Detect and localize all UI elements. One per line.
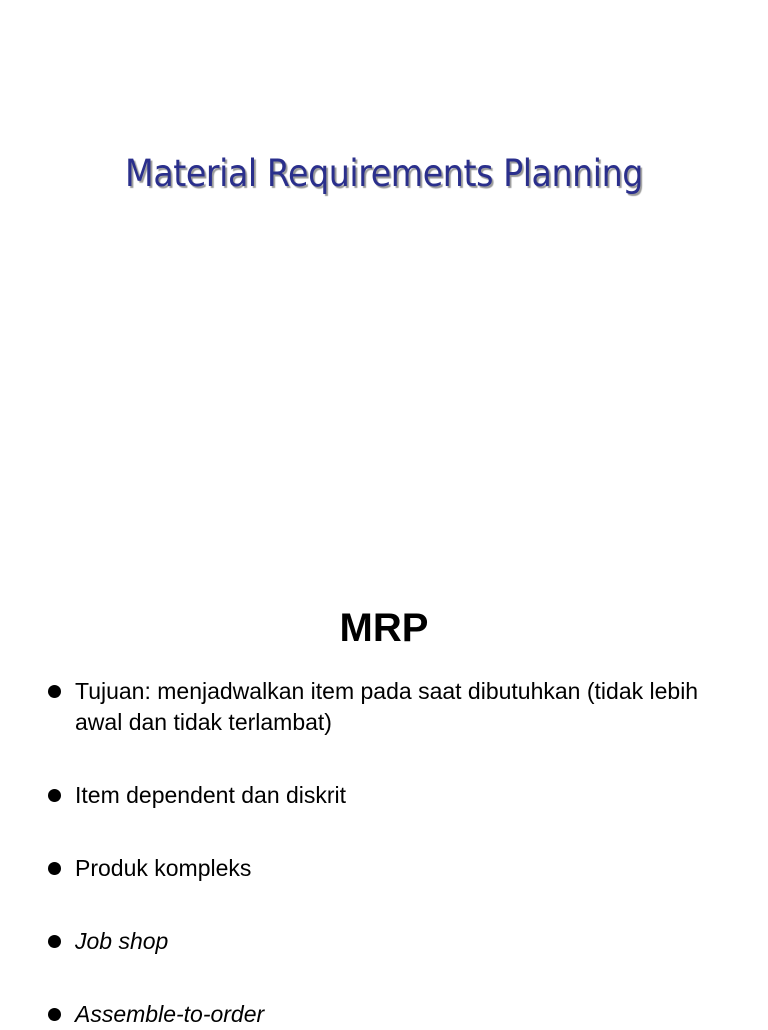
bullet-list bbox=[44, 676, 724, 1030]
bullet-item bbox=[44, 780, 724, 811]
bullet-item bbox=[44, 853, 724, 884]
bullet-text: Tujuan: menjadwalkan item pada saat dibutuhkan (tidak lebih awal dan tidak terlambat) bbox=[75, 678, 699, 735]
slide-heading: MRP bbox=[339, 606, 429, 650]
bullet-text: Produk kompleks bbox=[75, 855, 252, 881]
bullet-text: Item dependent dan diskrit bbox=[75, 782, 347, 808]
bullet-icon bbox=[48, 789, 61, 802]
bullet-icon bbox=[48, 935, 61, 948]
bullet-icon bbox=[48, 1008, 61, 1021]
bullet-item bbox=[44, 676, 724, 738]
bullet-item bbox=[44, 926, 724, 957]
bullet-item bbox=[44, 999, 724, 1030]
slide-mrp bbox=[0, 576, 768, 1027]
slide-title: Material Requirements Planning bbox=[125, 152, 643, 195]
bullet-text: Assemble-to-order bbox=[75, 1001, 265, 1027]
bullet-icon bbox=[48, 685, 61, 698]
bullet-icon bbox=[48, 862, 61, 875]
bullet-text: Job shop bbox=[75, 928, 169, 954]
